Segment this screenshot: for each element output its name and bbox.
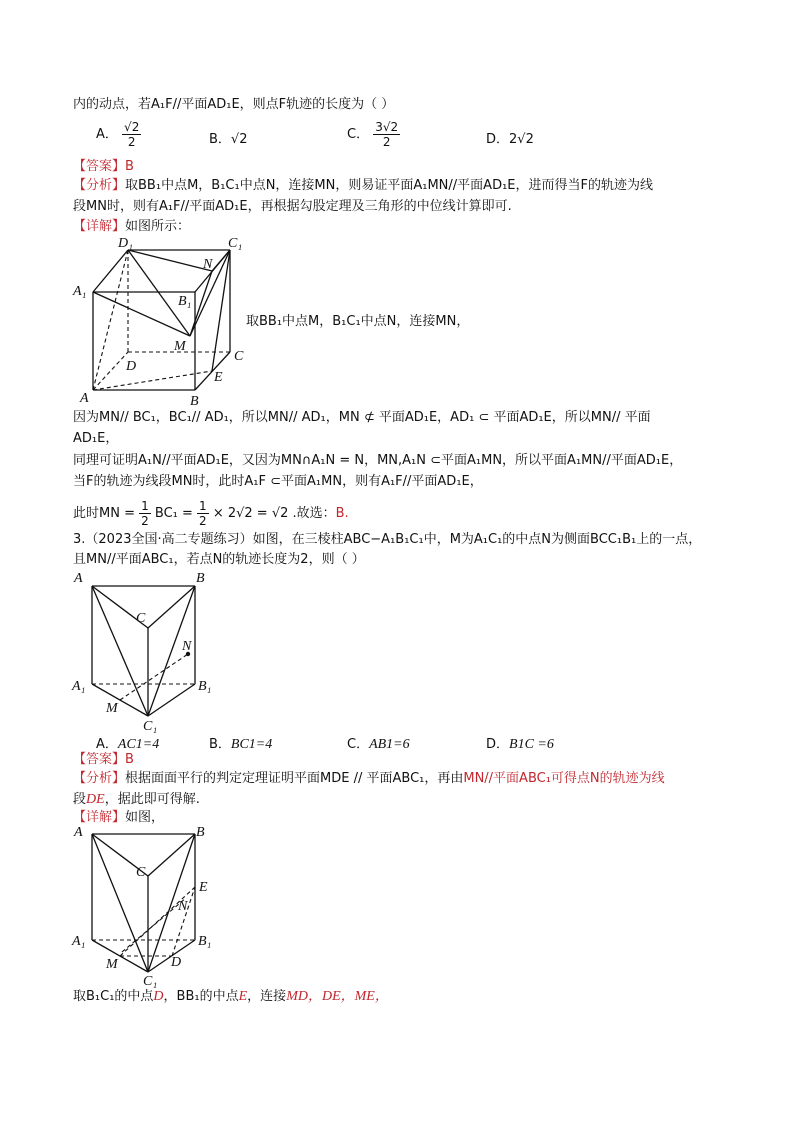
detail-intro: 如图所示： <box>125 219 191 234</box>
solution-text: × 2√2 = √2 .故选： <box>212 506 336 521</box>
analysis-text: ，据此即可得解. <box>104 792 200 807</box>
answer-value: B <box>125 159 134 174</box>
label-c: C <box>234 349 244 364</box>
option-letter: D． <box>486 132 510 147</box>
label-a1: A₁ <box>72 934 86 949</box>
fraction-denominator: 2 <box>199 514 207 528</box>
analysis-tag: 【分析】 <box>73 178 126 193</box>
fraction-denominator: 2 <box>141 514 149 528</box>
label-a1: A₁ <box>72 679 86 694</box>
label-d: D <box>171 955 182 970</box>
analysis-text: 段 <box>73 792 87 807</box>
label-b1: B₁ <box>198 934 212 949</box>
q2-analysis-line-2: 段MN时，则有A₁F//平面AD₁E，再根据勾股定理及三角形的中位线计算即可. <box>73 199 512 214</box>
q2-solution-line-3: 同理可证明A₁N//平面AD₁E，又因为MN∩A₁N = N，MN,A₁N ⊂平面A₁MN，所以平面A₁MN//平面AD₁E， <box>73 453 683 468</box>
label-b1: B₁ <box>178 294 192 309</box>
label-b1: B₁ <box>198 679 212 694</box>
final-text: ，BB₁的中点 <box>163 989 239 1004</box>
label-a: A <box>74 825 83 840</box>
option-letter: D． <box>486 737 510 752</box>
label-c1: C₁ <box>143 719 158 734</box>
solution-text: 此时MN = <box>73 506 140 521</box>
label-m: M <box>106 957 118 972</box>
option-text: √2 <box>230 132 248 147</box>
final-point-d: D <box>153 989 164 1004</box>
analysis-highlight: DE <box>86 792 105 807</box>
fraction-numerator: 3√2 <box>375 120 399 134</box>
label-c: C <box>136 611 146 626</box>
option-letter: B． <box>209 132 231 147</box>
q2-solution-line-4: 当F的轨迹为线段MN时，此时A₁F ⊂平面A₁MN，则有A₁F//平面AD₁E， <box>73 474 483 489</box>
label-e: E <box>199 880 208 895</box>
solution-answer: B. <box>335 506 349 521</box>
final-text: ，连接 <box>247 989 287 1004</box>
analysis-highlight: MN//平面ABC₁可得点N的轨迹为线 <box>463 771 665 786</box>
q2-figure-caption: 取BB₁中点M，B₁C₁中点N，连接MN， <box>246 314 470 329</box>
fraction-denominator: 2 <box>382 135 391 149</box>
label-b: B <box>196 571 205 586</box>
answer-tag: 【答案】 <box>73 752 126 767</box>
detail-intro: 如图， <box>125 810 165 825</box>
label-d1: D₁ <box>118 236 133 251</box>
label-e: E <box>214 370 223 385</box>
q2-solution-line-2: AD₁E， <box>73 431 119 446</box>
q2-solution-line-1: 因为MN// BC₁，BC₁// AD₁，所以MN// AD₁，MN ⊄ 平面AD₁E，AD₁ ⊂ 平面AD₁E，所以MN// 平面 <box>73 410 651 425</box>
final-point-e: E <box>238 989 248 1004</box>
option-letter: B． <box>209 737 231 752</box>
solution-text: BC₁ = <box>154 506 198 521</box>
label-b: B <box>196 825 205 840</box>
option-letter: A． <box>96 127 118 142</box>
label-c: C <box>136 865 146 880</box>
analysis-text: 根据面面平行的判定定理证明平面MDE // 平面ABC₁，再由 <box>125 771 464 786</box>
option-text: B1C =6 <box>509 737 554 752</box>
analysis-tag: 【分析】 <box>73 771 126 786</box>
q3-final-line <box>73 988 389 1006</box>
label-m: M <box>106 701 118 716</box>
label-a: A <box>74 571 83 586</box>
final-text: 取B₁C₁的中点 <box>73 989 154 1004</box>
fraction-numerator: 1 <box>141 499 149 513</box>
option-text: AC1=4 <box>117 737 160 752</box>
label-c1: C₁ <box>228 236 243 251</box>
option-text: BC1=4 <box>230 737 273 752</box>
label-n: N <box>178 899 188 914</box>
label-m: M <box>174 339 186 354</box>
detail-tag: 【详解】 <box>73 219 126 234</box>
label-d: D <box>126 359 137 374</box>
answer-value: B <box>125 752 134 767</box>
q3-stem-line-2: 且MN//平面ABC₁，若点N的轨迹长度为2，则（ ） <box>73 552 365 567</box>
q2-stem-tail: 内的动点，若A₁F//平面AD₁E，则点F轨迹的长度为（ ） <box>73 97 395 112</box>
option-letter: C． <box>347 127 370 142</box>
label-n: N <box>203 257 213 272</box>
option-letter: C． <box>347 737 370 752</box>
analysis-text: 取BB₁中点M，B₁C₁中点N，连接MN，则易证平面A₁MN//平面AD₁E，进而得当F的轨迹为线 <box>125 178 653 193</box>
final-segments: MD，DE，ME， <box>286 989 389 1004</box>
label-a1: A₁ <box>73 284 87 299</box>
fraction-numerator: 1 <box>199 499 207 513</box>
label-b: B <box>190 394 199 409</box>
label-n: N <box>182 639 192 654</box>
detail-tag: 【详解】 <box>73 810 126 825</box>
label-a: A <box>80 391 89 406</box>
option-text: AB1=6 <box>369 737 410 752</box>
answer-tag: 【答案】 <box>73 159 126 174</box>
q3-stem-line-1: 3.（2023全国·高二专题练习）如图，在三棱柱ABC−A₁B₁C₁中，M为A₁C₁的中点N为侧面BCC₁B₁上的一点， <box>73 532 702 547</box>
option-text: 2√2 <box>509 132 534 147</box>
label-c1: C₁ <box>143 974 158 989</box>
fraction-numerator: √2 <box>124 120 140 134</box>
fraction-denominator: 2 <box>127 135 136 149</box>
option-letter: A． <box>96 737 118 752</box>
